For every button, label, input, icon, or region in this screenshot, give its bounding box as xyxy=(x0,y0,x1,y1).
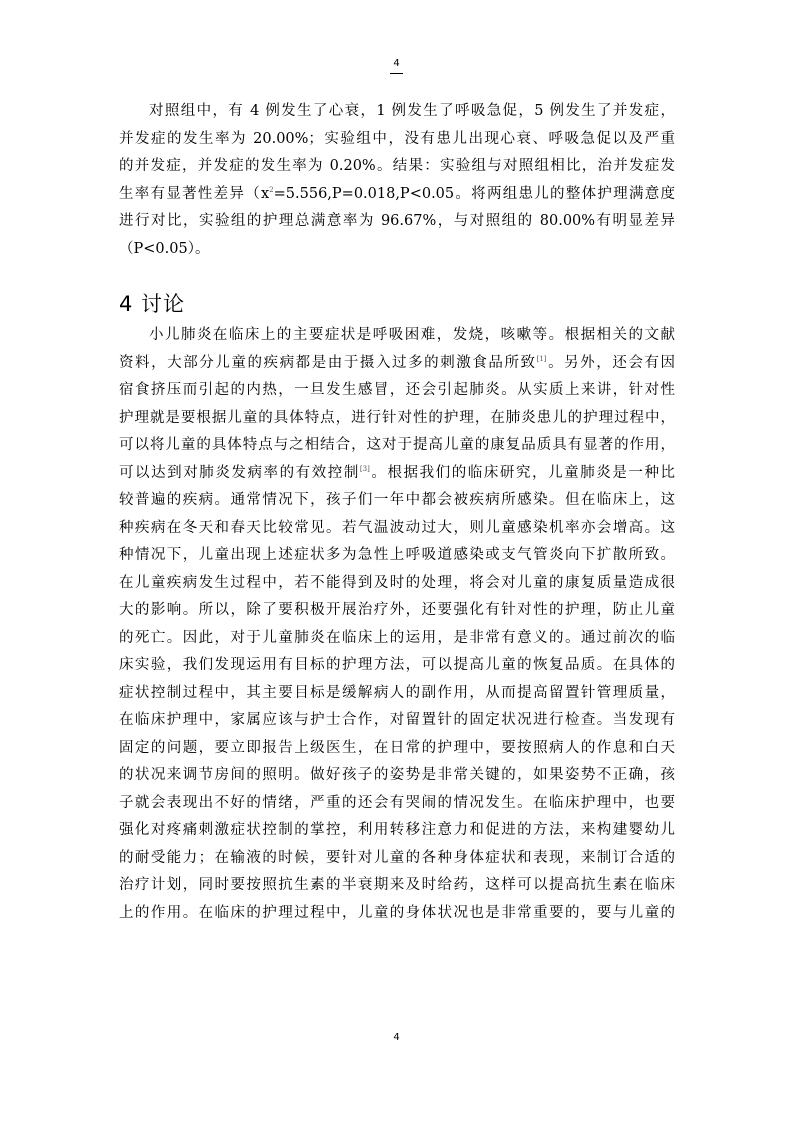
text-line: 种疾病在冬天和春天比较常见。若气温波动过大，则儿童感染机率亦会增高。这 xyxy=(119,519,675,536)
text-line: 的并发症，并发症的发生率为 0.20%。结果：实验组与对照组相比，治并发症发 xyxy=(119,158,675,174)
text-line: 的死亡。因此，对于儿童肺炎在临床上的运用，是非常有意义的。通过前次的临 xyxy=(119,629,675,646)
text-line: 可以将儿童的具体特点与之相结合，这对于提高儿童的康复品质具有显著的作用， xyxy=(119,437,675,453)
superscript: 2 xyxy=(269,185,274,194)
text-fragment: =5.556,P=0.018,P<0.05。将两组患儿的整体护理满意度 xyxy=(273,185,675,202)
page-header-number: 4 xyxy=(393,58,400,69)
text-line: 进行对比，实验组的护理总满意率为 96.67%，与对照组的 80.00%有明显差异 xyxy=(119,213,675,229)
text-line: 的耐受能力；在输液的时候，要针对儿童的各种身体症状和表现，来制订合适的 xyxy=(119,849,675,866)
text-line: 大的影响。所以，除了要积极开展治疗外，还要强化有针对性的护理，防止儿童 xyxy=(119,602,675,618)
citation-ref: [1] xyxy=(536,354,547,363)
header-underline xyxy=(390,73,403,74)
citation-ref: [3] xyxy=(359,464,370,473)
text-fragment: 。另外，还会有因 xyxy=(546,354,676,371)
text-line xyxy=(119,181,675,209)
text-line: 的状况来调节房间的照明。做好孩子的姿势是非常关键的，如果姿势不正确，孩 xyxy=(119,767,675,783)
text-line: 宿食挤压而引起的内热，一旦发生感冒，还会引起肺炎。从实质上来讲，针对性 xyxy=(119,382,675,398)
section-heading: 4 讨论 xyxy=(119,292,186,316)
text-line: 上的作用。在临床的护理过程中，儿童的身体状况也是非常重要的，要与儿童的 xyxy=(119,904,675,921)
text-fragment: 。根据我们的临床研究，儿童肺炎是一种比 xyxy=(369,464,676,481)
text-line: 在儿童疾病发生过程中，若不能得到及时的处理，将会对儿童的康复质量造成很 xyxy=(119,574,675,591)
paragraph-discussion xyxy=(119,322,675,927)
text-line: 小儿肺炎在临床上的主要症状是呼吸困难，发烧，咳嗽等。根据相关的文献 xyxy=(149,327,675,343)
text-line: 治疗计划，同时要按照抗生素的半衰期来及时给药，这样可以提高抗生素在临床 xyxy=(119,877,675,893)
text-line: 对照组中，有 4 例发生了心衰，1 例发生了呼吸急促，5 例发生了并发症， xyxy=(149,103,675,119)
text-line: 并发症的发生率为 20.00%；实验组中，没有患儿出现心衰、呼吸急促以及严重 xyxy=(119,130,675,147)
text-line: 子就会表现出不好的情绪，严重的还会有哭闹的情况发生。在临床护理中，也要 xyxy=(119,794,675,811)
text-line: （P<0.05）。 xyxy=(119,240,210,257)
text-line: 固定的问题，要立即报告上级医生，在日常的护理中，要按照病人的作息和白天 xyxy=(119,739,675,756)
text-fragment: 资料，大部分儿童的疾病都是由于摄入过多的刺激食品所致 xyxy=(119,354,537,371)
text-line: 在临床护理中，家属应该与护士合作，对留置针的固定状况进行检查。当发现有 xyxy=(119,712,675,728)
text-line: 较普遍的疾病。通常情况下，孩子们一年中都会被疾病所感染。但在临床上，这 xyxy=(119,492,675,508)
paragraph-results xyxy=(119,98,675,263)
text-line: 症状控制过程中，其主要目标是缓解病人的副作用，从而提高留置针管理质量， xyxy=(119,684,675,701)
text-line: 种情况下，儿童出现上述症状多为急性上呼吸道感染或支气管炎向下扩散所致。 xyxy=(119,547,675,563)
text-line xyxy=(119,460,675,488)
page-footer-number: 4 xyxy=(393,1032,400,1043)
text-fragment: 生率有显著性差异（x xyxy=(119,185,270,202)
text-line: 床实验，我们发现运用有目标的护理方法，可以提高儿童的恢复品质。在具体的 xyxy=(119,657,675,673)
text-fragment: 可以达到对肺炎发病率的有效控制 xyxy=(119,464,360,481)
text-line xyxy=(119,350,675,378)
text-line: 强化对疼痛刺激症状控制的掌控，利用转移注意力和促进的方法，来构建婴幼儿 xyxy=(119,822,675,838)
text-line: 护理就是要根据儿童的具体特点，进行针对性的护理，在肺炎患儿的护理过程中， xyxy=(119,409,675,426)
